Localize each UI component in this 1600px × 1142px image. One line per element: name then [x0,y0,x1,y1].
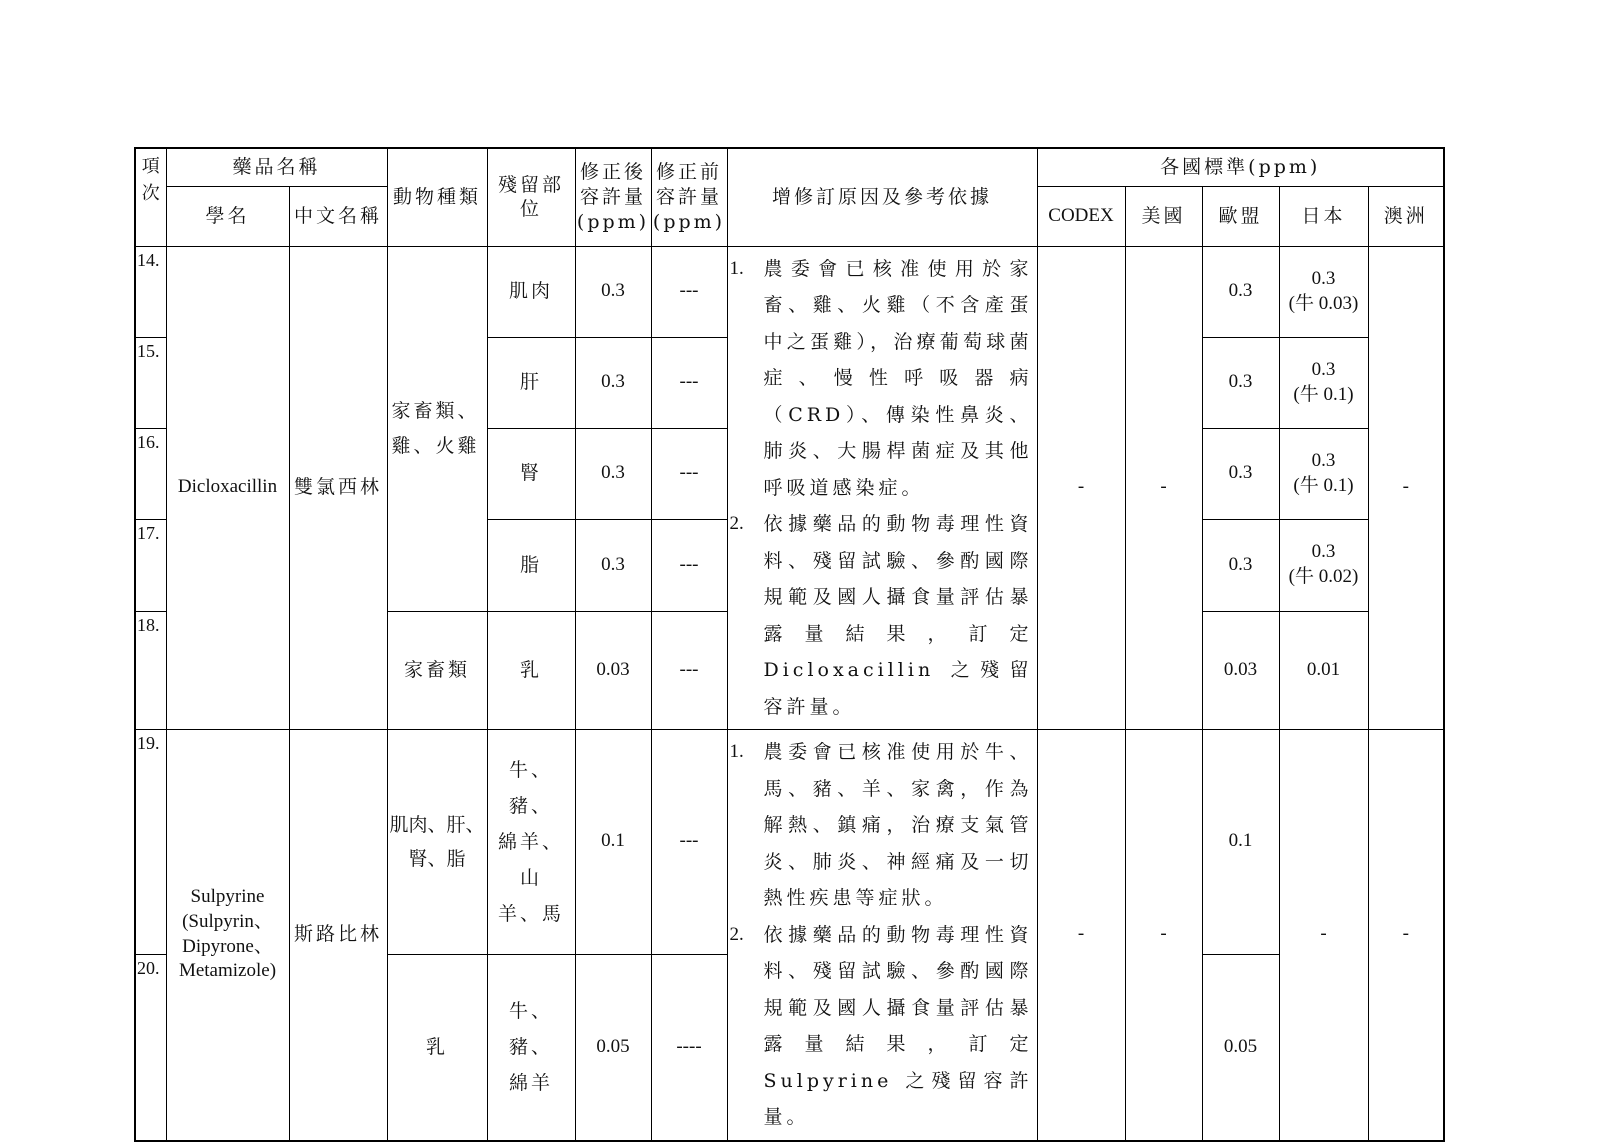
table-row [135,246,1444,337]
tissue: 肝 [487,337,575,428]
animal-species: 牛、豬、 綿羊 [487,954,575,1140]
header-intl-standards: 各國標準(ppm) [1037,148,1444,186]
item-no: 14. [135,246,166,337]
before-limit: ---- [651,954,727,1140]
reason-text: 農委會已核准使用於家畜、雞、火雞（不含產蛋中之蛋雞），治療葡萄球菌症、慢性呼吸器病（CRD）、傳染性鼻炎、肺炎、大腸桿菌症及其他呼吸道感染症。 [763,257,1033,499]
reason-cell [727,730,1037,1141]
reason-item [730,506,1033,725]
reason-item [730,251,1033,507]
item-no: 16. [135,428,166,519]
after-limit: 0.3 [575,337,651,428]
jp-value: 0.01 [1279,611,1368,729]
header-reason: 增修訂原因及參考依據 [727,148,1037,246]
codex-value: - [1037,730,1125,1141]
sci-name: Sulpyrine (Sulpyrin、 Dipyrone、 Metamizole) [166,730,289,1141]
us-value: - [1125,730,1202,1141]
animal-group: 家畜類、 雞、火雞 [387,246,487,611]
header-item-no: 項 次 [135,148,166,246]
item-no: 18. [135,611,166,729]
before-limit: --- [651,246,727,337]
cn-name: 雙氯西林 [289,246,387,730]
codex-value: - [1037,246,1125,730]
reason-num: 2. [729,923,744,945]
sci-name: Dicloxacillin [166,246,289,730]
before-limit: --- [651,428,727,519]
header-drug-name: 藥品名稱 [166,148,387,186]
eu-value: 0.1 [1202,730,1279,955]
au-value: - [1368,246,1444,730]
item-no: 20. [135,954,166,1140]
reason-text: 依據藥品的動物毒理性資料、殘留試驗、參酌國際規範及國人攝食量評估暴露量結果，訂定 Sulpyrine 之殘留容許量。 [763,923,1033,1128]
header-animal: 動物種類 [387,148,487,246]
item-no: 19. [135,730,166,955]
header-eu: 歐盟 [1202,186,1279,246]
au-value: - [1368,730,1444,1141]
header-sci-name: 學名 [166,186,289,246]
reason-list [730,734,1033,1136]
us-value: - [1125,246,1202,730]
item-no: 15. [135,337,166,428]
jp-value: - [1279,730,1368,1141]
table-row [135,730,1444,955]
jp-value: 0.3 (牛 0.1) [1279,428,1368,519]
animal-species: 牛、豬、 綿羊、山 羊、馬 [487,730,575,955]
tissue: 腎 [487,428,575,519]
eu-value: 0.05 [1202,954,1279,1140]
tissue: 乳 [487,611,575,729]
tissue: 肌肉 [487,246,575,337]
cn-name: 斯路比林 [289,730,387,1141]
tissue: 乳 [387,954,487,1140]
item-no: 17. [135,519,166,611]
before-limit: --- [651,611,727,729]
reason-item [730,734,1033,917]
eu-value: 0.3 [1202,337,1279,428]
reason-num: 1. [729,741,744,762]
jp-value: 0.3 (牛 0.03) [1279,246,1368,337]
eu-value: 0.3 [1202,246,1279,337]
after-limit: 0.03 [575,611,651,729]
before-limit: --- [651,730,727,955]
jp-value: 0.3 (牛 0.1) [1279,337,1368,428]
header-us: 美國 [1125,186,1202,246]
reason-item [730,917,1033,1136]
eu-value: 0.3 [1202,519,1279,611]
tissue: 脂 [487,519,575,611]
before-limit: --- [651,519,727,611]
reason-text: 依據藥品的動物毒理性資料、殘留試驗、參酌國際規範及國人攝食量評估暴露量結果，訂定 Dicloxacillin 之殘留容許量。 [763,513,1033,718]
header-codex: CODEX [1037,186,1125,246]
after-limit: 0.05 [575,954,651,1140]
header-jp: 日本 [1279,186,1368,246]
header-after-limit: 修正後 容許量 (ppm) [575,148,651,246]
header-au: 澳洲 [1368,186,1444,246]
header-cn-name: 中文名稱 [289,186,387,246]
after-limit: 0.3 [575,428,651,519]
header-tissue: 殘留部位 [487,148,575,246]
eu-value: 0.03 [1202,611,1279,729]
after-limit: 0.3 [575,519,651,611]
reason-num: 1. [729,257,744,279]
after-limit: 0.1 [575,730,651,955]
eu-value: 0.3 [1202,428,1279,519]
animal-group: 家畜類 [387,611,487,729]
reason-cell [727,246,1037,730]
after-limit: 0.3 [575,246,651,337]
reason-num: 2. [729,513,744,534]
header-row-1 [135,148,1444,186]
before-limit: --- [651,337,727,428]
header-before-limit: 修正前 容許量 (ppm) [651,148,727,246]
tissue: 肌肉、肝、 腎、脂 [387,730,487,955]
jp-value: 0.3 (牛 0.02) [1279,519,1368,611]
reason-list [730,251,1033,726]
reason-text: 農委會已核准使用於牛、馬、豬、羊、家禽，作為解熱、鎮痛，治療支氣管炎、肺炎、神經痛及一切熱性疾患等症狀。 [763,741,1033,909]
residue-limit-table [134,147,1445,1142]
